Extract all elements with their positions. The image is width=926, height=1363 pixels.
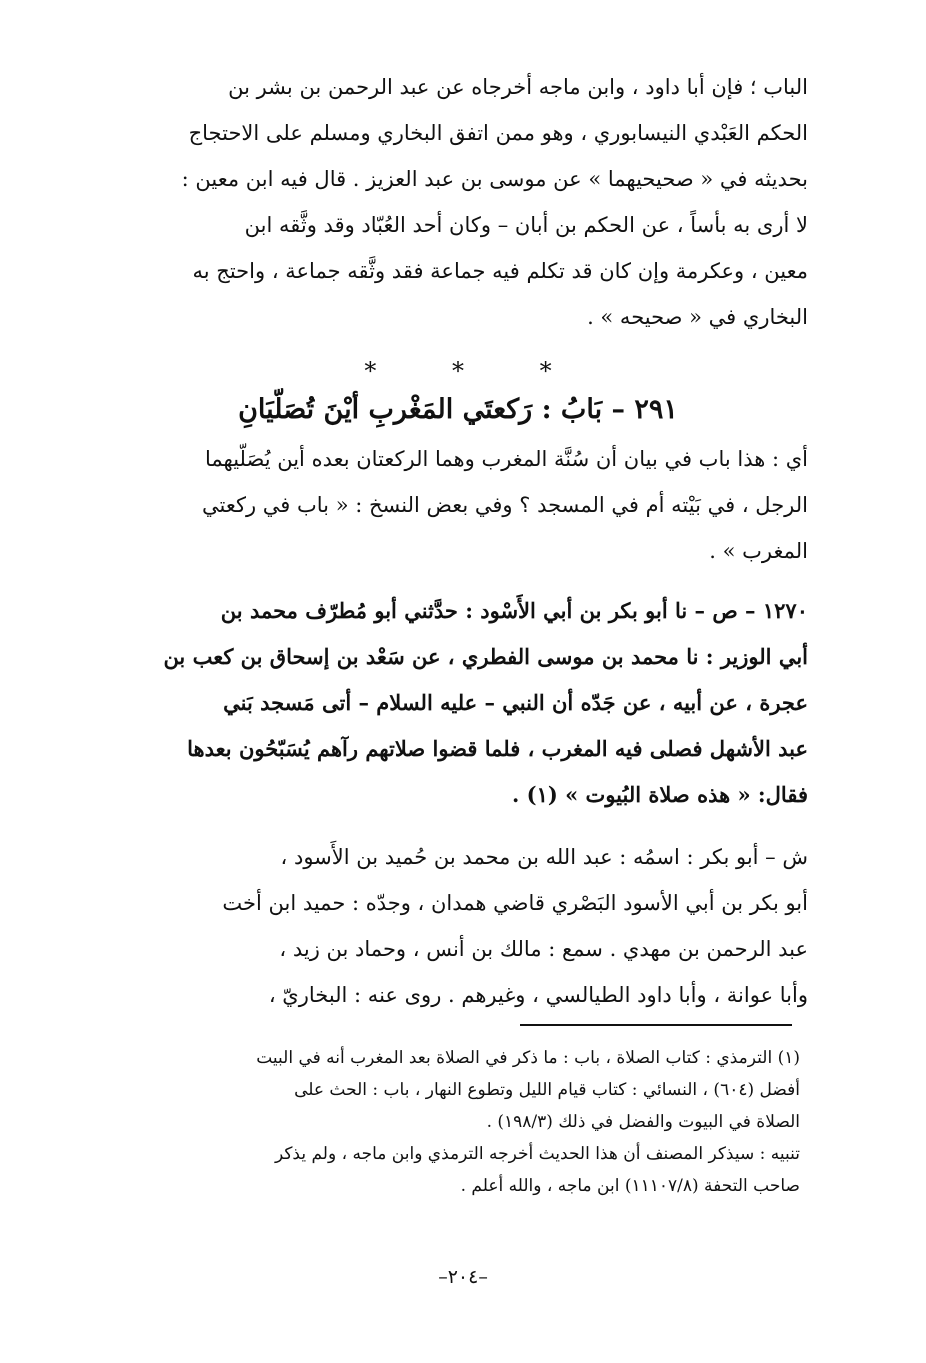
text-line: عبد الرحمن بن مهدي . سمع : مالك بن أنس ، وحماد بن زيد ، — [279, 937, 808, 961]
chapter-heading: ٢٩١ – بَابُ : رَكعتَي المَغْربِ أيْنَ تُصَلّيَانِ — [238, 394, 678, 425]
footnote-line: تنبيه : سيذكر المصنف أن هذا الحديث أخرجه الترمذي وابن ماجه ، ولم يذكر — [274, 1144, 800, 1164]
text-line: عجرة ، عن أبيه ، عن جَدّه أن النبي – عليه السلام – أتى مَسجد بَني — [223, 690, 808, 715]
page-number: –٢٠٤– — [438, 1266, 488, 1288]
text-line: بحديثه في « صحيحيهما » عن موسى بن عبد العزيز . قال فيه ابن معين : — [181, 167, 808, 191]
footnote-divider — [520, 1024, 792, 1026]
page-body — [108, 64, 808, 1018]
text-line: وأبا عوانة ، وأبا داود الطيالسي ، وغيرهم . روى عنه : البخاريّ ، — [268, 983, 808, 1007]
text-line: معين ، وعكرمة وإن كان قد تكلم فيه جماعة فقد وثَّقه جماعة ، واحتج به — [192, 259, 808, 283]
explanation-paragraph — [108, 436, 808, 574]
text-line: المغرب » . — [709, 539, 808, 563]
text-line: أبي الوزير : نا محمد بن موسى الفطري ، عن سَعْد بن إسحاق بن كعب بن — [163, 644, 808, 669]
text-line: عبد الأشهل فصلى فيه المغرب ، فلما قضوا صلاتهم رآهم يُسَبّحُون بعدها — [187, 736, 808, 761]
footnote-line: صاحب التحفة (١١١٠٧/٨) ابن ماجه ، والله أعلم . — [460, 1176, 800, 1196]
text-line: الحكم العَبْدي النيسابوري ، وهو ممن اتفق البخاري ومسلم على الاحتجاج — [188, 121, 808, 145]
commentary-paragraph — [108, 834, 808, 1018]
footnotes — [110, 1042, 800, 1202]
text-line: البخاري في « صحيحه » . — [587, 305, 808, 329]
text-line: الرجل ، في بَيْته أم في المسجد ؟ وفي بعض النسخ : « باب في ركعتي — [202, 493, 808, 517]
hadith-paragraph — [108, 588, 808, 818]
text-line: الباب ؛ فإن أبا داود ، وابن ماجه أخرجاه عن عبد الرحمن بن بشر بن — [228, 75, 808, 99]
text-line: فقال: « هذه صلاة البُيوت » (١) . — [512, 782, 808, 807]
section-separator: * * * — [364, 357, 586, 385]
text-line: لا أرى به بأساً ، عن الحكم بن أبان – وكان أحد العُبّاد وقد وثَّقه ابن — [244, 213, 808, 237]
text-line: أي : هذا باب في بيان أن سُنَّة المغرب وهما الركعتان بعده أين يُصَلّيهما — [204, 447, 808, 471]
text-line: ش – أبو بكر : اسمُه : عبد الله بن محمد بن حُميد بن الأَسود ، — [280, 845, 808, 869]
footnote-line: أفضل (٦٠٤) ، النسائي : كتاب قيام الليل وتطوع النهار ، باب : الحث على — [294, 1080, 800, 1100]
footnote-line: الصلاة في البيوت والفضل في ذلك (١٩٨/٣) . — [486, 1112, 800, 1132]
footnote-line: (١) الترمذي : كتاب الصلاة ، باب : ما ذكر في الصلاة بعد المغرب أنه في البيت — [256, 1048, 800, 1068]
intro-paragraph — [108, 64, 808, 340]
text-line: ١٢٧٠ – ص – نا أبو بكر بن أبي الأَسْود : حدَّثني أبو مُطرّف محمد بن — [220, 598, 808, 623]
text-line: أبو بكر بن أبي الأسود البَصْري قاضي همدان ، وجدّه : حميد ابن أخت — [222, 891, 808, 915]
